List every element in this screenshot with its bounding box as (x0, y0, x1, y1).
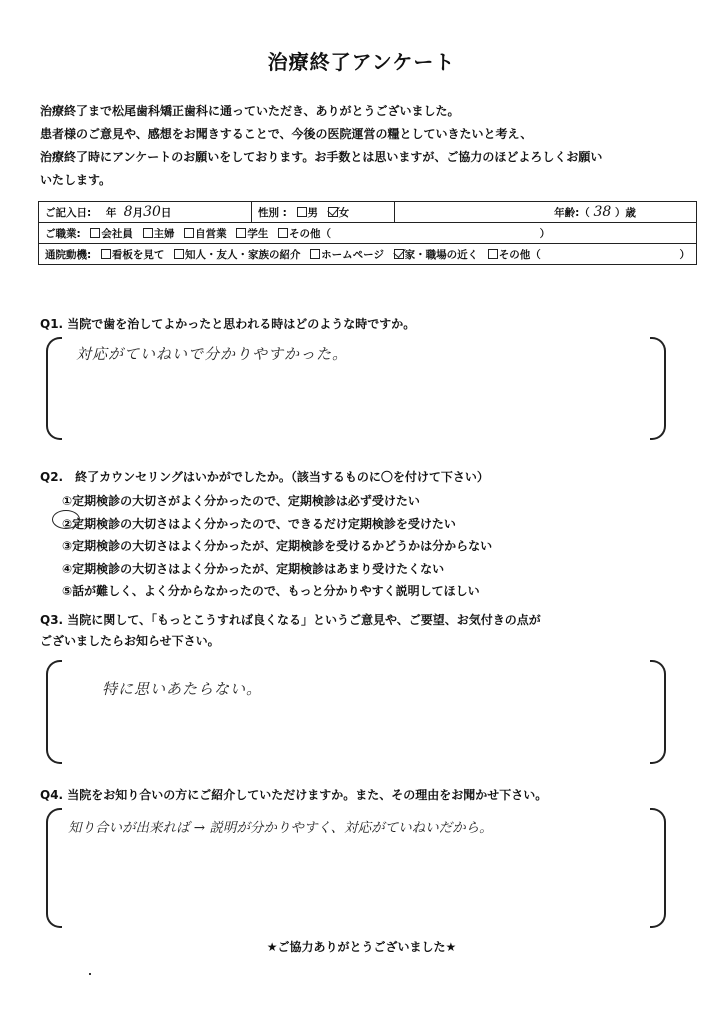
occupation-checkbox[interactable] (90, 228, 100, 238)
intro-line: いたします。 (40, 173, 112, 187)
bracket-right (650, 337, 666, 440)
occupation-checkbox[interactable] (184, 228, 194, 238)
intro-line: 治療終了時にアンケートのお願いをしております。お手数とは思いますが、ご協力のほどよろしくお願い (40, 150, 603, 164)
age-suffix: ）歳 (614, 207, 636, 219)
q3-answer-handwriting: 特に思いあたらない。 (102, 680, 263, 698)
occupation-option: その他（ (288, 227, 331, 240)
occupation-option: 学生 (247, 227, 269, 240)
intro-text (40, 100, 690, 192)
occupation-checkbox[interactable] (143, 228, 153, 238)
month-label: 月 (132, 207, 144, 219)
q2-option[interactable]: ⑤話が難しく、よく分からなかったので、もっと分かりやすく説明してほしい (62, 584, 480, 598)
visit-label: 通院動機: (45, 248, 92, 261)
gender-cell (252, 202, 395, 223)
gender-male-label: 男 (307, 206, 319, 219)
q2-option[interactable]: ④定期検診の大切さはよく分かったが、定期検診はあまり受けたくない (62, 561, 445, 576)
date-label: ご記入日: (45, 207, 92, 219)
age-label: 年齢:（ (554, 207, 590, 219)
bracket-left (46, 660, 62, 764)
visit-option: その他（ (498, 248, 541, 261)
occupation-checkbox[interactable] (278, 228, 288, 238)
visit-option: 家・職場の近く (404, 248, 479, 261)
page-title: 治療終了アンケート (267, 50, 456, 74)
visit-checkbox[interactable] (101, 249, 111, 259)
bracket-left (46, 337, 62, 440)
age-cell[interactable] (395, 202, 697, 223)
bracket-right (650, 808, 666, 928)
bracket-left (46, 808, 62, 928)
q1-answer-handwriting: 対応がていねいで分かりやすかった。 (76, 345, 349, 363)
q4-question: Q4. 当院をお知り合いの方にご紹介していただけますか。また、その理由をお聞かせ下さい。 (40, 788, 548, 802)
occupation-checkbox[interactable] (236, 228, 246, 238)
visit-checkbox[interactable] (488, 249, 498, 259)
visit-checkbox[interactable] (310, 249, 320, 259)
occupation-option: 自営業 (195, 227, 227, 240)
intro-line: 治療終了まで松尾歯科矯正歯科に通っていただき、ありがとうございました。 (40, 104, 460, 118)
visit-checkbox[interactable] (394, 249, 404, 259)
occupation-cell (39, 223, 697, 244)
q2-option[interactable]: ①定期検診の大切さがよく分かったので、定期検診は必ず受けたい (62, 494, 420, 508)
gender-label: 性別 : (258, 206, 287, 219)
age-value: 38 (593, 204, 612, 220)
visit-checkbox[interactable] (174, 249, 184, 259)
q2-options (62, 490, 492, 603)
footer-thanks: ★ご協力ありがとうございました★ (266, 940, 457, 954)
gender-female-label: 女 (338, 206, 350, 219)
gender-male-checkbox[interactable] (297, 207, 307, 217)
q4-answer-box[interactable] (46, 808, 666, 928)
occupation-option: 会社員 (101, 227, 133, 240)
q3-question (40, 610, 541, 652)
q1-question: Q1. 当院で歯を治してよかったと思われる時はどのような時ですか。 (40, 317, 416, 331)
visit-option: ホームページ (321, 248, 384, 261)
q2-option[interactable]: ③定期検診の大切さはよく分かったが、定期検診を受けるかどうかは分からない (62, 539, 493, 553)
q1-answer-box[interactable] (46, 337, 666, 440)
q4-answer-handwriting: 知り合いが出来れば → 説明が分かりやすく、対応がていねいだから。 (68, 820, 493, 836)
occupation-close: ） (539, 227, 551, 240)
visit-option: 看板を見て (111, 248, 165, 261)
date-cell[interactable] (39, 202, 252, 223)
q2-option[interactable]: ②定期検診の大切さはよく分かったので、できるだけ定期検診を受けたい (62, 516, 456, 531)
gender-female-checkbox[interactable] (328, 207, 338, 217)
q3-question-line: ございましたらお知らせ下さい。 (40, 634, 220, 648)
selected-option-circle (52, 510, 80, 529)
bracket-right (650, 660, 666, 764)
scan-speck (89, 973, 91, 975)
q3-answer-box[interactable] (46, 660, 666, 764)
patient-info-table (38, 201, 697, 265)
visit-reason-cell (39, 244, 697, 265)
day-value: 30 (143, 204, 161, 220)
q3-question-line: Q3. 当院に関して、「もっとこうすれば良くなる」というご意見や、ご要望、お気付きの点が (40, 613, 541, 627)
intro-line: 患者様のご意見や、感想をお聞きすることで、今後の医院運営の糧としていきたいと考え、 (40, 127, 533, 141)
visit-close: ） (679, 248, 690, 261)
occupation-label: ご職業: (45, 227, 81, 240)
q2-question: Q2. 終了カウンセリングはいかがでしたか。（該当するものに〇を付けて下さい） (40, 470, 489, 484)
day-label: 日 (160, 207, 172, 219)
occupation-option: 主婦 (153, 227, 175, 240)
year-label: 年 (105, 207, 117, 219)
month-value: 8 (123, 204, 133, 220)
visit-option: 知人・友人・家族の紹介 (185, 248, 301, 261)
